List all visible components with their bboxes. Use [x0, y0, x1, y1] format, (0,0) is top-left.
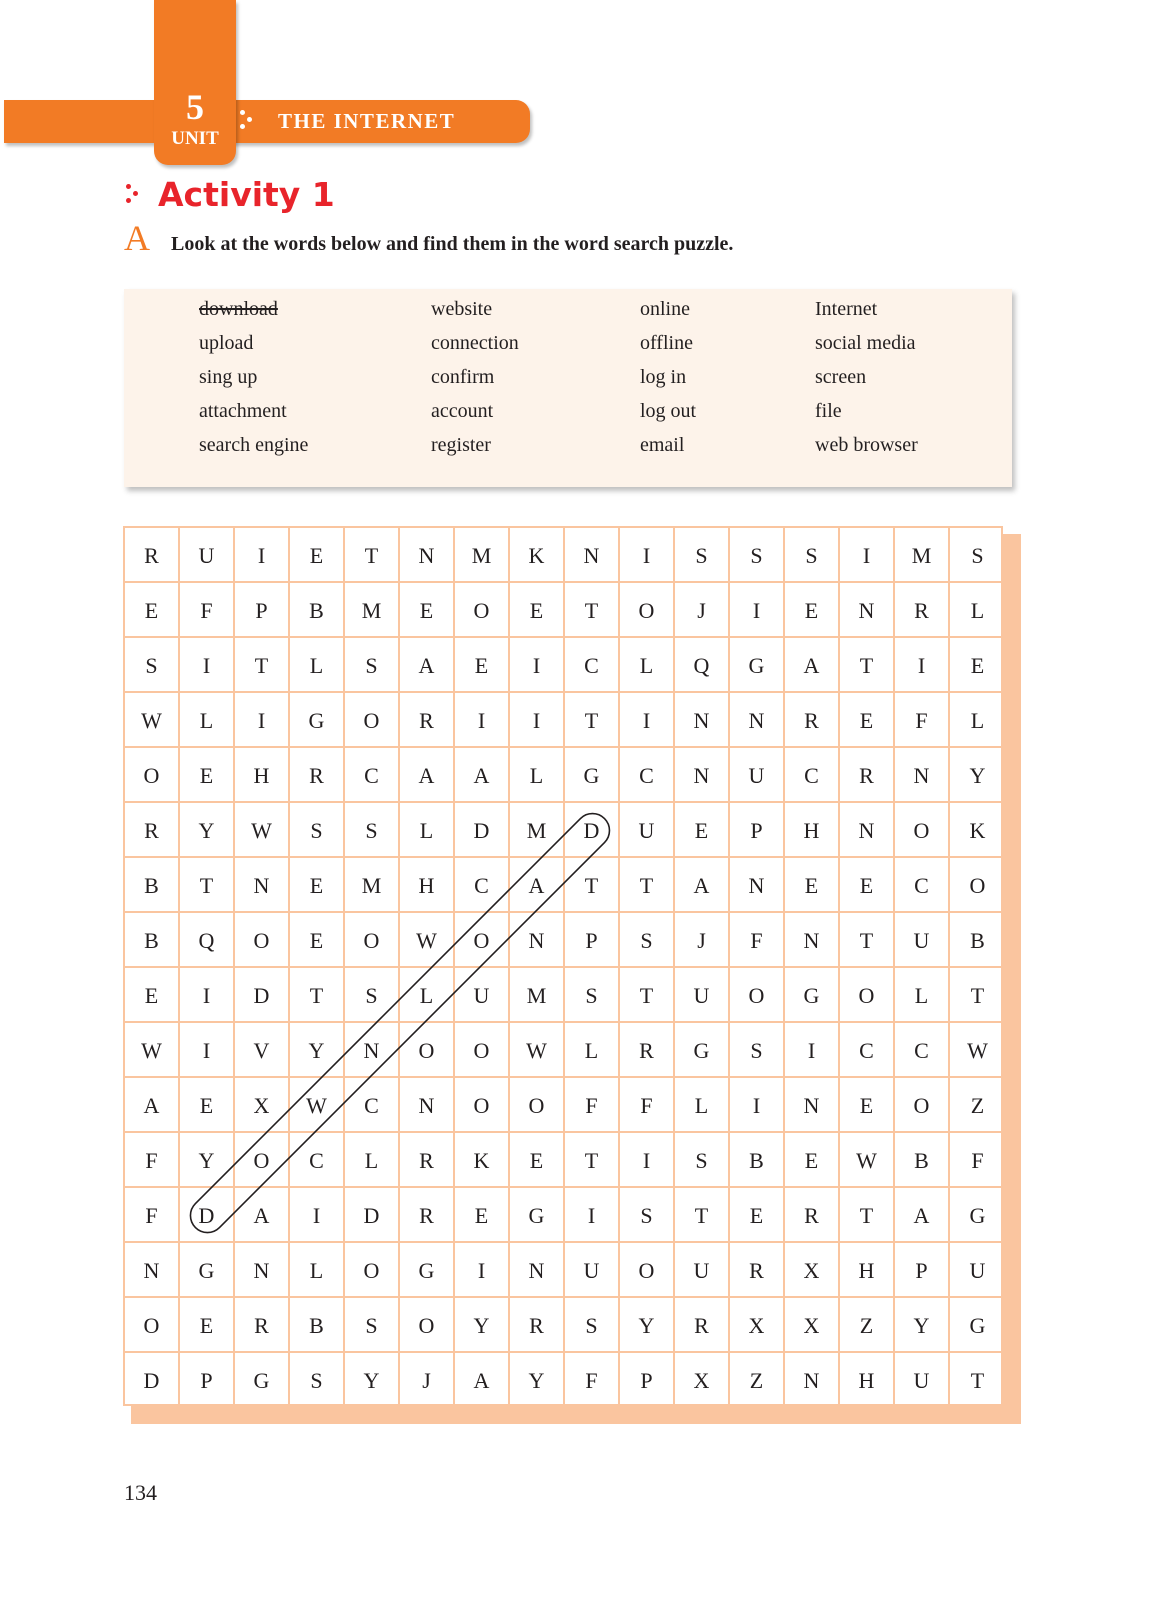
grid-cell[interactable]: X: [785, 1298, 840, 1353]
grid-cell[interactable]: B: [950, 913, 1005, 968]
word-list-item: account: [431, 400, 494, 422]
grid-cell[interactable]: R: [510, 1298, 565, 1353]
grid-cell[interactable]: Q: [675, 638, 730, 693]
found-word-oval: [183, 806, 616, 1239]
word-list-item: social media: [815, 332, 916, 354]
grid-cell[interactable]: O: [125, 748, 180, 803]
grid-cell[interactable]: H: [400, 858, 455, 913]
grid-cell[interactable]: I: [180, 1023, 235, 1078]
grid-cell[interactable]: R: [400, 693, 455, 748]
grid-cell[interactable]: D: [125, 1353, 180, 1408]
found-word-outline: [125, 528, 1001, 1404]
word-list-item: email: [640, 434, 685, 456]
word-list-item: attachment: [199, 400, 287, 422]
grid-cell[interactable]: J: [675, 913, 730, 968]
grid-cell[interactable]: T: [840, 1188, 895, 1243]
grid-cell[interactable]: M: [345, 858, 400, 913]
grid-cell[interactable]: I: [895, 638, 950, 693]
grid-cell[interactable]: L: [345, 1133, 400, 1188]
grid-cell[interactable]: E: [950, 638, 1005, 693]
grid-cell[interactable]: U: [895, 1353, 950, 1408]
grid-cell[interactable]: M: [510, 803, 565, 858]
grid-cell[interactable]: O: [345, 1243, 400, 1298]
grid-cell[interactable]: Y: [290, 1023, 345, 1078]
grid-cell[interactable]: R: [125, 803, 180, 858]
grid-cell[interactable]: E: [840, 1078, 895, 1133]
grid-cell[interactable]: R: [620, 1023, 675, 1078]
grid-cell[interactable]: H: [785, 803, 840, 858]
grid-cell[interactable]: T: [970, 1368, 985, 1393]
grid-cell[interactable]: N: [235, 1243, 290, 1298]
grid-cell[interactable]: I: [620, 528, 675, 583]
grid-cell[interactable]: P: [895, 1243, 950, 1298]
grid-cell[interactable]: A: [785, 638, 840, 693]
grid-cell[interactable]: R: [840, 748, 895, 803]
word-list-item: register: [431, 434, 491, 456]
grid-cell[interactable]: F: [180, 583, 235, 638]
grid-cell[interactable]: S: [565, 1298, 620, 1353]
grid-cell[interactable]: E: [840, 858, 895, 913]
unit-label: UNIT: [171, 128, 219, 149]
grid-cell[interactable]: C: [895, 1023, 950, 1078]
grid-cell[interactable]: A: [675, 858, 730, 913]
grid-cell[interactable]: W: [950, 1023, 1005, 1078]
grid-cell[interactable]: M: [345, 583, 400, 638]
grid-cell[interactable]: S: [785, 528, 840, 583]
grid-cell[interactable]: X: [785, 1243, 840, 1298]
grid-cell[interactable]: L: [510, 748, 565, 803]
grid-cell[interactable]: E: [785, 583, 840, 638]
grid-cell[interactable]: O: [455, 583, 510, 638]
grid-cell[interactable]: Y: [895, 1298, 950, 1353]
grid-cell[interactable]: I: [455, 693, 510, 748]
grid-cell[interactable]: D: [565, 803, 620, 858]
grid-cell[interactable]: W: [510, 1023, 565, 1078]
activity-title: Activity 1: [158, 175, 335, 214]
grid-cell[interactable]: I: [235, 693, 290, 748]
grid-cell[interactable]: O: [400, 1023, 455, 1078]
grid-cell[interactable]: O: [950, 858, 1005, 913]
grid-cell[interactable]: W: [235, 803, 290, 858]
grid-cell[interactable]: R: [400, 1133, 455, 1188]
grid-cell[interactable]: T: [950, 968, 1005, 1023]
grid-cell[interactable]: U: [620, 803, 675, 858]
grid-cell[interactable]: E: [730, 1188, 785, 1243]
grid-cell[interactable]: G: [290, 693, 345, 748]
grid-cell[interactable]: U: [565, 1243, 620, 1298]
grid-cell[interactable]: I: [785, 1023, 840, 1078]
grid-cell[interactable]: S: [345, 638, 400, 693]
grid-cell[interactable]: X: [675, 1353, 730, 1408]
grid-cell[interactable]: B: [290, 1298, 345, 1353]
grid-cell[interactable]: O: [400, 1298, 455, 1353]
grid-cell[interactable]: Y: [180, 1133, 235, 1188]
grid-cell[interactable]: B: [730, 1133, 785, 1188]
grid-cell[interactable]: G: [180, 1243, 235, 1298]
grid-cell[interactable]: U: [730, 748, 785, 803]
grid-cell[interactable]: L: [400, 968, 455, 1023]
grid-cell[interactable]: N: [840, 803, 895, 858]
grid-cell[interactable]: G: [510, 1188, 565, 1243]
grid-cell[interactable]: T: [620, 968, 675, 1023]
grid-cell[interactable]: N: [510, 913, 565, 968]
grid-cell[interactable]: N: [400, 528, 455, 583]
grid-cell[interactable]: G: [730, 638, 785, 693]
grid-cell[interactable]: Y: [510, 1353, 565, 1408]
grid-cell[interactable]: N: [235, 858, 290, 913]
grid-cell[interactable]: P: [730, 803, 785, 858]
grid-cell[interactable]: I: [455, 1243, 510, 1298]
word-search-grid: [123, 526, 1003, 1406]
grid-cell[interactable]: U: [895, 913, 950, 968]
grid-cell[interactable]: N: [785, 913, 840, 968]
grid-cell[interactable]: M: [455, 528, 510, 583]
grid-cell[interactable]: G: [565, 748, 620, 803]
grid-cell[interactable]: I: [510, 638, 565, 693]
grid-cell[interactable]: Y: [180, 803, 235, 858]
grid-cell[interactable]: I: [620, 693, 675, 748]
grid-cell[interactable]: S: [950, 528, 1005, 583]
grid-cell[interactable]: N: [840, 583, 895, 638]
grid-cell[interactable]: L: [180, 693, 235, 748]
word-list-item: web browser: [815, 434, 918, 456]
grid-cell[interactable]: O: [730, 968, 785, 1023]
word-list-item: upload: [199, 332, 254, 354]
word-list-item: log out: [640, 400, 697, 422]
grid-cell[interactable]: P: [565, 913, 620, 968]
grid-cell[interactable]: L: [675, 1078, 730, 1133]
grid-cell[interactable]: N: [785, 1353, 840, 1408]
grid-cell[interactable]: J: [400, 1353, 455, 1408]
word-list-item: search engine: [199, 434, 309, 456]
grid-cell[interactable]: L: [400, 803, 455, 858]
grid-cell[interactable]: B: [895, 1133, 950, 1188]
grid-cell[interactable]: U: [455, 968, 510, 1023]
grid-cell[interactable]: S: [730, 528, 785, 583]
grid-cell[interactable]: A: [125, 1078, 180, 1133]
grid-cell[interactable]: I: [235, 528, 290, 583]
grid-cell[interactable]: O: [840, 968, 895, 1023]
grid-cell[interactable]: N: [345, 1023, 400, 1078]
grid-cell[interactable]: A: [235, 1188, 290, 1243]
grid-cell[interactable]: I: [730, 1078, 785, 1133]
grid-cell[interactable]: S: [345, 1298, 400, 1353]
grid-cell[interactable]: N: [730, 693, 785, 748]
grid-cell[interactable]: C: [345, 748, 400, 803]
grid-cell[interactable]: R: [235, 1298, 290, 1353]
grid-cell[interactable]: I: [620, 1133, 675, 1188]
word-list-item: connection: [431, 332, 519, 354]
grid-cell[interactable]: E: [785, 1133, 840, 1188]
grid-cell[interactable]: E: [510, 583, 565, 638]
grid-cell[interactable]: O: [620, 1243, 675, 1298]
grid-cell[interactable]: E: [675, 803, 730, 858]
grid-cell[interactable]: I: [180, 638, 235, 693]
grid-cell[interactable]: S: [730, 1023, 785, 1078]
grid-cell[interactable]: Z: [730, 1353, 785, 1408]
grid-cell[interactable]: O: [455, 1023, 510, 1078]
grid-cell[interactable]: O: [455, 1078, 510, 1133]
grid-cell[interactable]: K: [510, 528, 565, 583]
grid-cell[interactable]: A: [510, 858, 565, 913]
grid-cell[interactable]: I: [510, 693, 565, 748]
word-list-item: online: [640, 298, 690, 320]
grid-cell[interactable]: L: [290, 638, 345, 693]
grid-cell[interactable]: D: [345, 1188, 400, 1243]
grid-cell[interactable]: R: [785, 1188, 840, 1243]
grid-cell[interactable]: P: [235, 583, 290, 638]
grid-cell[interactable]: X: [730, 1298, 785, 1353]
grid-cell[interactable]: U: [675, 968, 730, 1023]
grid-cell[interactable]: T: [675, 1188, 730, 1243]
grid-cell[interactable]: S: [620, 1188, 675, 1243]
grid-cell[interactable]: O: [235, 913, 290, 968]
grid-cell[interactable]: E: [455, 1188, 510, 1243]
grid-cell[interactable]: E: [180, 748, 235, 803]
unit-title: THE INTERNET: [278, 109, 456, 133]
grid-cell[interactable]: O: [235, 1133, 290, 1188]
grid-cell[interactable]: W: [290, 1078, 345, 1133]
grid-cell[interactable]: O: [345, 913, 400, 968]
grid-cell[interactable]: A: [400, 748, 455, 803]
grid-cell[interactable]: E: [400, 583, 455, 638]
grid-cell[interactable]: X: [235, 1078, 290, 1133]
grid-cell[interactable]: D: [235, 968, 290, 1023]
grid-cell[interactable]: A: [455, 748, 510, 803]
grid-cell[interactable]: Z: [950, 1078, 1005, 1133]
grid-cell[interactable]: A: [895, 1188, 950, 1243]
grid-cell[interactable]: L: [950, 693, 1005, 748]
grid-cell[interactable]: N: [730, 858, 785, 913]
grid-cell[interactable]: B: [290, 583, 345, 638]
grid-cell[interactable]: T: [565, 693, 620, 748]
grid-cell[interactable]: R: [785, 693, 840, 748]
word-list-item: log in: [640, 366, 687, 388]
grid-cell[interactable]: O: [895, 1078, 950, 1133]
grid-cell[interactable]: T: [290, 968, 345, 1023]
grid-cell[interactable]: C: [895, 858, 950, 913]
grid-cell[interactable]: N: [510, 1243, 565, 1298]
grid-cell[interactable]: F: [125, 1133, 180, 1188]
grid-cell[interactable]: L: [895, 968, 950, 1023]
grid-cell[interactable]: P: [620, 1353, 675, 1408]
grid-cell[interactable]: Y: [455, 1298, 510, 1353]
grid-cell[interactable]: G: [785, 968, 840, 1023]
grid-cell[interactable]: F: [730, 913, 785, 968]
grid-cell[interactable]: W: [125, 1023, 180, 1078]
grid-cell[interactable]: H: [235, 748, 290, 803]
grid-cell[interactable]: F: [620, 1078, 675, 1133]
grid-cell[interactable]: C: [455, 858, 510, 913]
grid-cell[interactable]: I: [565, 1188, 620, 1243]
grid-cell[interactable]: E: [125, 968, 180, 1023]
grid-cell[interactable]: N: [675, 693, 730, 748]
grid-cell[interactable]: E: [180, 1298, 235, 1353]
grid-cell[interactable]: G: [235, 1353, 290, 1408]
grid-cell[interactable]: L: [620, 638, 675, 693]
grid-cell[interactable]: C: [620, 748, 675, 803]
grid-cell[interactable]: W: [840, 1133, 895, 1188]
grid-cell[interactable]: D: [180, 1188, 235, 1243]
grid-cell[interactable]: W: [125, 693, 180, 748]
unit-number: 5: [186, 87, 204, 127]
grid-cell[interactable]: S: [620, 913, 675, 968]
word-list-item: Internet: [815, 298, 878, 320]
grid-cell[interactable]: K: [455, 1133, 510, 1188]
grid-cell[interactable]: H: [840, 1243, 895, 1298]
grid-cell[interactable]: L: [290, 1243, 345, 1298]
grid-cell[interactable]: E: [180, 1078, 235, 1133]
word-list-item: website: [431, 298, 493, 320]
grid-cell[interactable]: S: [290, 803, 345, 858]
grid-cell[interactable]: E: [785, 858, 840, 913]
grid-cell[interactable]: C: [290, 1133, 345, 1188]
grid-cell[interactable]: R: [400, 1188, 455, 1243]
grid-cell[interactable]: E: [510, 1133, 565, 1188]
word-list-item: download: [199, 298, 278, 320]
grid-cell[interactable]: K: [950, 803, 1005, 858]
grid-cell[interactable]: Y: [345, 1353, 400, 1408]
grid-cell[interactable]: G: [950, 1298, 1005, 1353]
grid-cell[interactable]: N: [895, 748, 950, 803]
word-list-box: [124, 289, 1012, 487]
grid-cell[interactable]: L: [950, 583, 1005, 638]
grid-cell[interactable]: E: [840, 693, 895, 748]
grid-cell[interactable]: U: [675, 1243, 730, 1298]
grid-cell[interactable]: S: [675, 528, 730, 583]
grid-cell[interactable]: S: [290, 1353, 345, 1408]
grid-cell[interactable]: B: [125, 913, 180, 968]
grid-cell[interactable]: I: [180, 968, 235, 1023]
grid-cell[interactable]: R: [730, 1243, 785, 1298]
grid-cell[interactable]: T: [345, 528, 400, 583]
grid-cell[interactable]: O: [125, 1298, 180, 1353]
grid-cell[interactable]: N: [565, 528, 620, 583]
grid-cell[interactable]: S: [125, 638, 180, 693]
grid-cell[interactable]: N: [785, 1078, 840, 1133]
grid-cell[interactable]: O: [510, 1078, 565, 1133]
grid-cell[interactable]: S: [345, 968, 400, 1023]
grid-cell[interactable]: M: [895, 528, 950, 583]
grid-cell[interactable]: R: [675, 1298, 730, 1353]
grid-cell[interactable]: R: [125, 528, 180, 583]
grid-cell[interactable]: U: [180, 528, 235, 583]
grid-cell[interactable]: E: [290, 528, 345, 583]
grid-cell[interactable]: G: [400, 1243, 455, 1298]
grid-cell[interactable]: T: [235, 638, 290, 693]
word-list-item: file: [815, 400, 842, 422]
grid-cell[interactable]: R: [290, 748, 345, 803]
grid-cell[interactable]: V: [235, 1023, 290, 1078]
grid-cell[interactable]: P: [180, 1353, 235, 1408]
instruction-text: Look at the words below and find them in the word search puzzle.: [171, 233, 734, 255]
grid-cell[interactable]: G: [950, 1188, 1005, 1243]
grid-cell[interactable]: F: [565, 1353, 620, 1408]
grid-cell[interactable]: C: [345, 1078, 400, 1133]
grid-cell[interactable]: C: [565, 638, 620, 693]
grid-cell[interactable]: H: [840, 1353, 895, 1408]
grid-cell[interactable]: I: [840, 528, 895, 583]
grid-cell[interactable]: Y: [950, 748, 1005, 803]
grid-cell[interactable]: T: [180, 858, 235, 913]
grid-cell[interactable]: T: [565, 1133, 620, 1188]
grid-cell[interactable]: A: [400, 638, 455, 693]
grid-cell[interactable]: L: [565, 1023, 620, 1078]
grid-cell[interactable]: F: [125, 1188, 180, 1243]
grid-cell[interactable]: C: [840, 1023, 895, 1078]
unit-tab: [154, 0, 236, 165]
grid-cell[interactable]: Z: [840, 1298, 895, 1353]
grid-cell[interactable]: O: [345, 693, 400, 748]
grid-cell[interactable]: Y: [620, 1298, 675, 1353]
grid-cell[interactable]: U: [950, 1243, 1005, 1298]
grid-cell[interactable]: O: [455, 913, 510, 968]
grid-cell[interactable]: B: [125, 858, 180, 913]
grid-cell[interactable]: M: [510, 968, 565, 1023]
grid-cell[interactable]: E: [290, 858, 345, 913]
grid-cell[interactable]: T: [840, 638, 895, 693]
grid-cell[interactable]: O: [620, 583, 675, 638]
grid-cell[interactable]: F: [950, 1133, 1005, 1188]
grid-cell[interactable]: E: [290, 913, 345, 968]
grid-cell[interactable]: E: [455, 638, 510, 693]
word-list-item: confirm: [431, 366, 495, 388]
grid-cell[interactable]: T: [620, 858, 675, 913]
grid-cell[interactable]: O: [895, 803, 950, 858]
grid-cell[interactable]: I: [730, 583, 785, 638]
grid-cell[interactable]: F: [565, 1078, 620, 1133]
word-list-item: offline: [640, 332, 693, 354]
grid-cell[interactable]: G: [675, 1023, 730, 1078]
grid-cell[interactable]: T: [840, 913, 895, 968]
word-list-item: sing up: [199, 366, 258, 388]
grid-cell[interactable]: Q: [180, 913, 235, 968]
grid-cell[interactable]: N: [125, 1243, 180, 1298]
grid-cell[interactable]: E: [125, 583, 180, 638]
grid-cell[interactable]: N: [400, 1078, 455, 1133]
grid-cell[interactable]: W: [400, 913, 455, 968]
grid-cell[interactable]: F: [895, 693, 950, 748]
grid-cell[interactable]: D: [455, 803, 510, 858]
part-letter: A: [124, 218, 150, 258]
grid-cell[interactable]: N: [675, 748, 730, 803]
grid-cell[interactable]: S: [675, 1133, 730, 1188]
grid-cell[interactable]: S: [345, 803, 400, 858]
grid-cell[interactable]: J: [675, 583, 730, 638]
grid-cell[interactable]: I: [290, 1188, 345, 1243]
page-number: 134: [124, 1480, 157, 1505]
grid-cell[interactable]: C: [785, 748, 840, 803]
grid-cell[interactable]: S: [565, 968, 620, 1023]
word-list-item: screen: [815, 366, 867, 388]
grid-cell[interactable]: A: [455, 1353, 510, 1408]
grid-cell[interactable]: T: [565, 583, 620, 638]
grid-cell[interactable]: R: [895, 583, 950, 638]
grid-cell[interactable]: T: [565, 858, 620, 913]
